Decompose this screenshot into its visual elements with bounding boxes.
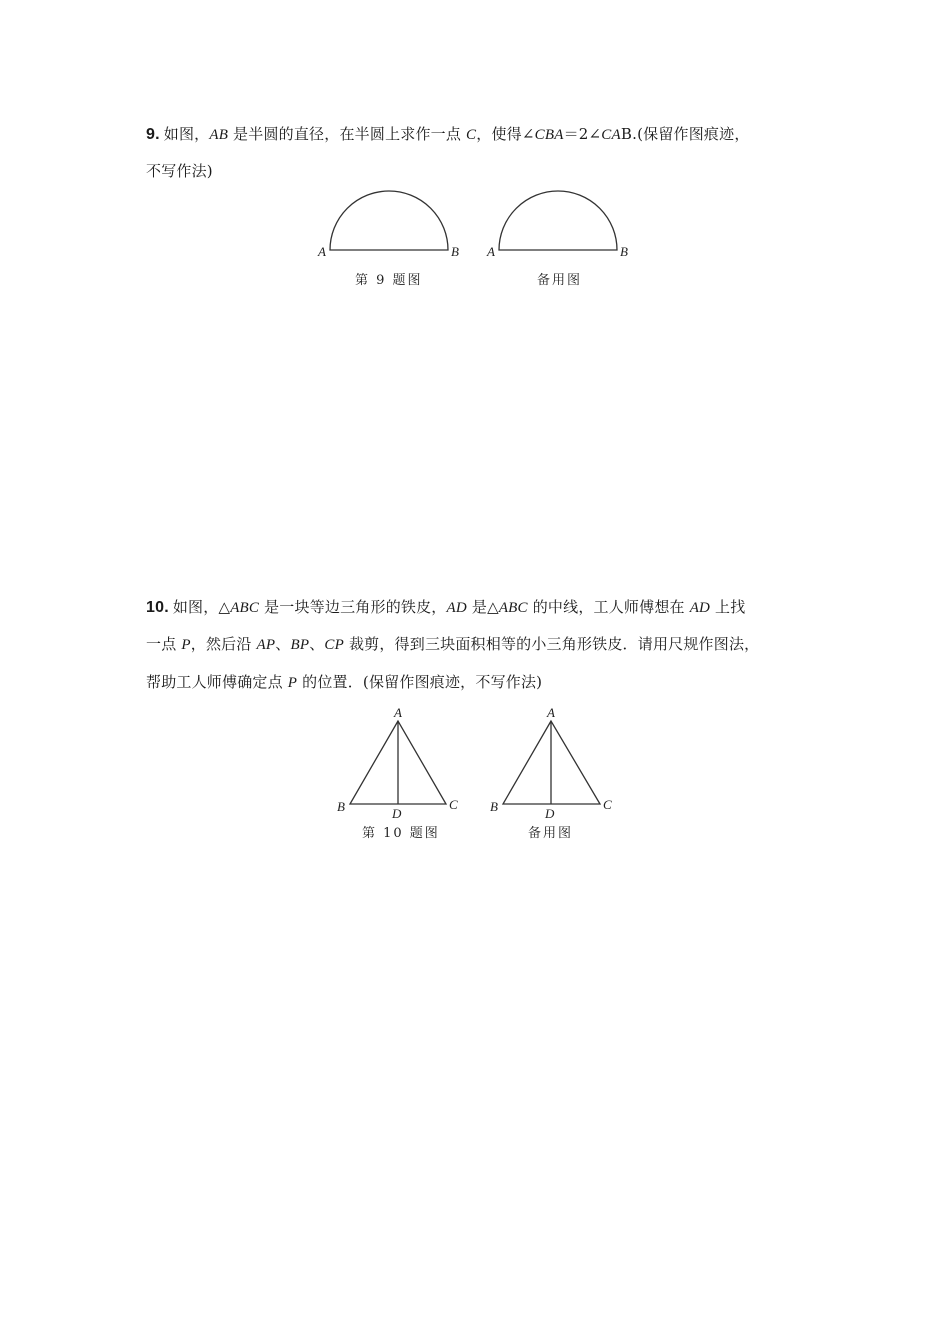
figure-10-caption: 第 10 题图 [362, 826, 440, 841]
math-cba: CBA [534, 127, 564, 143]
label-c: C [449, 797, 458, 812]
text: 帮助工人师傅确定点 [146, 673, 288, 691]
text: 裁剪，得到三块面积相等的小三角形铁皮．请用尺规作图法， [343, 635, 760, 653]
text: 、 [309, 635, 325, 653]
text: 一点 [146, 635, 182, 653]
label-b: B [451, 244, 459, 259]
label-b: B [490, 799, 498, 814]
figure-9-caption: 第 9 题图 [355, 273, 423, 288]
math-ca: CA [601, 127, 621, 143]
math-ab: AB [209, 127, 229, 143]
label-a: A [318, 244, 326, 259]
semicircle-figure-9 [330, 191, 448, 250]
math: AP [256, 637, 276, 653]
math: AD [446, 600, 467, 616]
question-9-number: 9. [146, 126, 160, 143]
spare-figure-caption: 备用图 [537, 273, 583, 288]
math: P [181, 637, 191, 653]
text: 如图，△ [172, 598, 231, 616]
text: 上找 [710, 598, 746, 616]
label-b: B [337, 799, 345, 814]
math-c: C [466, 127, 477, 143]
label-c: C [603, 797, 612, 812]
question-9-line-2: 不写作法) [146, 162, 213, 180]
text: ，使得∠ [476, 125, 535, 143]
spare-figure-caption: 备用图 [528, 826, 574, 841]
label-d: D [545, 806, 555, 821]
math: BP [290, 637, 310, 653]
math: ABC [498, 600, 528, 616]
semicircle-spare-figure [499, 191, 617, 250]
question-10-number: 10. [146, 599, 169, 616]
label-a: A [394, 705, 402, 720]
math: ABC [230, 600, 260, 616]
label-a: A [547, 705, 555, 720]
text: 的位置．(保留作图痕迹，不写作法) [297, 673, 543, 691]
math: P [287, 675, 298, 691]
math: CP [324, 637, 344, 653]
label-b: B [620, 244, 628, 259]
label-d: D [392, 806, 402, 821]
text: 、 [275, 635, 291, 653]
text: 的中线，工人师傅想在 [527, 598, 690, 616]
text: 如图， [163, 125, 210, 143]
math: AD [689, 600, 711, 616]
text: 是半圆的直径，在半圆上求作一点 [228, 125, 467, 143]
text: 是一块等边三角形的铁皮， [259, 598, 447, 616]
triangle-spare-figure [503, 721, 600, 804]
text: B.(保留作图痕迹， [620, 125, 750, 143]
text: ，然后沿 [190, 635, 257, 653]
label-a: A [487, 244, 495, 259]
text: 是△ [466, 598, 499, 616]
text: ＝2∠ [563, 125, 602, 143]
triangle-figure-10 [350, 721, 446, 804]
